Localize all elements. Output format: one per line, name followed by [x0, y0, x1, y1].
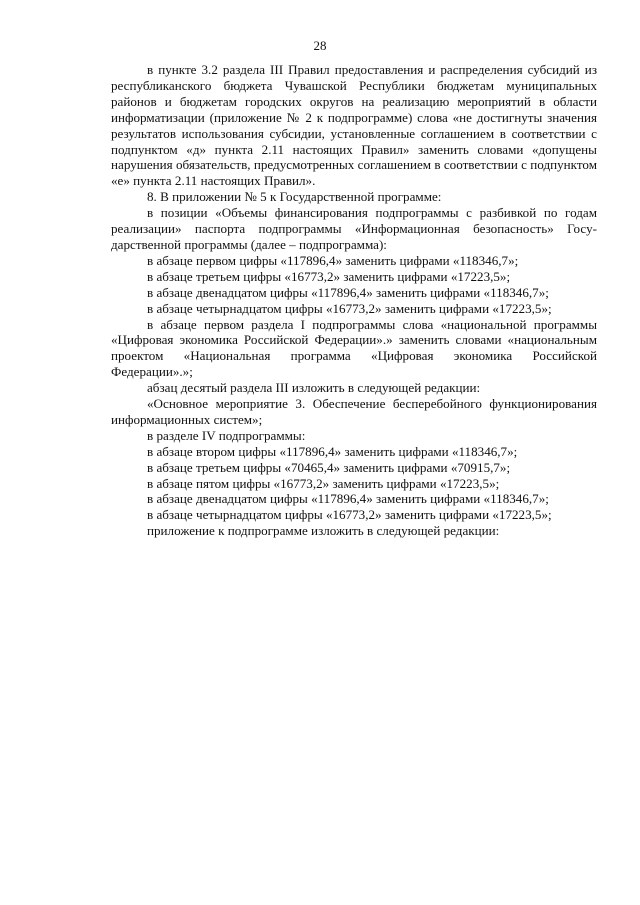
paragraph: в абзаце третьем цифры «70465,4» заменить цифрами «70915,7»;: [147, 459, 511, 475]
paragraph: в пункте 3.2 раздела III Правил предоставления и распределения субсидий из республиканского бюджета Чувашской Республики бюджетам муниципальных районов и бюджетам городских округов на реализацию мероприятий в области информатизации (приложение № 2 к подпрограмме) слова «не достигнуты значения результатов использования субсидии, установленные соглашением в соответствии с подпунктом «д» пункта 2.11 настоящих Правил» заменить словами «допущены нарушения обязательств, предусмотренных соглашением в соответствии с подпунктом «е» пункта 2.11 настоящих Правил».: [111, 62, 597, 189]
paragraph: приложение к подпрограмме изложить в следующей редакции:: [147, 523, 500, 539]
paragraph: абзац десятый раздела III изложить в следующей редакции:: [147, 380, 481, 396]
paragraph: в абзаце третьем цифры «16773,2» заменить цифрами «17223,5»;: [147, 268, 511, 284]
paragraph: в абзаце втором цифры «117896,4» заменить цифрами «118346,7»;: [147, 443, 518, 459]
paragraph: в абзаце пятом цифры «16773,2» заменить цифрами «17223,5»;: [147, 475, 500, 491]
page-number: 28: [313, 38, 327, 53]
paragraph: в абзаце четырнадцатом цифры «16773,2» заменить цифрами «17223,5»;: [147, 300, 552, 316]
paragraph: в абзаце первом раздела I подпрограммы слова «национальной программы «Цифровая экономика Российской Федерации».» заменить словами «национальным проектом «Национальная программа «Цифровая экономика Российской Федерации».»;: [111, 316, 597, 380]
paragraph: в разделе IV подпрограммы:: [147, 427, 306, 443]
paragraph: 8. В приложении № 5 к Государственной программе:: [147, 189, 442, 205]
paragraph: в абзаце четырнадцатом цифры «16773,2» заменить цифрами «17223,5»;: [147, 507, 552, 523]
paragraph: «Основное мероприятие 3. Обеспечение бесперебойного функционирования информационных систем»;: [111, 396, 597, 427]
paragraph: в абзаце двенадцатом цифры «117896,4» заменить цифрами «118346,7»;: [147, 491, 549, 507]
paragraph: в абзаце двенадцатом цифры «117896,4» заменить цифрами «118346,7»;: [147, 284, 549, 300]
paragraph: в позиции «Объемы финансирования подпрограммы с разбивкой по годам реализации» паспорта подпрограммы «Информационная безопасность» Государственной программы (далее – подпрограмма):: [111, 205, 597, 252]
document-body: [111, 62, 597, 539]
paragraph: в абзаце первом цифры «117896,4» заменить цифрами «118346,7»;: [147, 252, 519, 268]
